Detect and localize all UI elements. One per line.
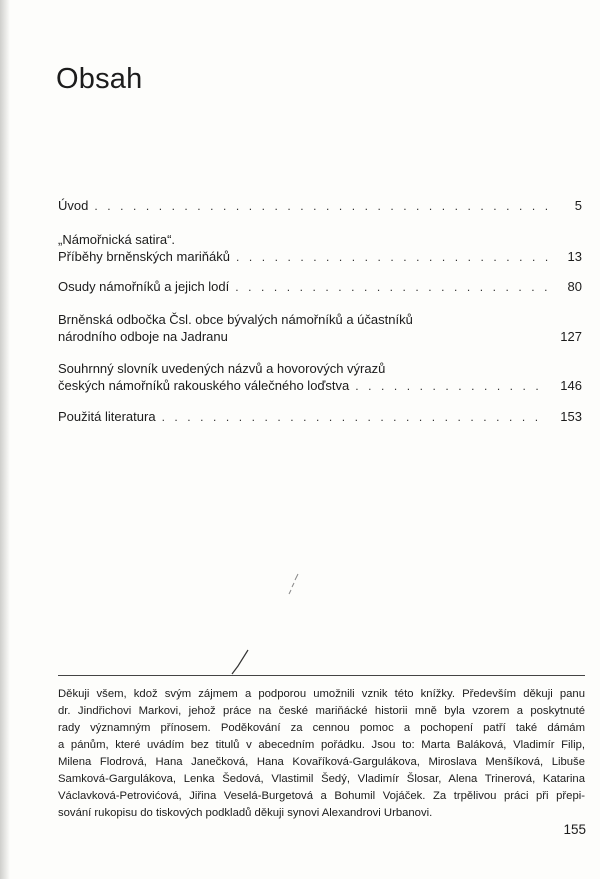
toc-entry[interactable]	[58, 197, 582, 215]
toc-entry[interactable]	[58, 311, 582, 346]
toc-entry-page: 80	[567, 279, 582, 294]
toc-entry-page: 127	[560, 329, 582, 344]
acknowledgement-line: a pánům, které uvádím bez titulů v abecedním pořádku. Jsou to: Marta Baláková, Vladimír Filip,	[58, 739, 585, 751]
acknowledgement-line: sování rukopisu do tiskových podkladů děkuji synovi Alexandrovi Urbanovi.	[58, 807, 433, 819]
leader-dots	[236, 249, 548, 266]
toc-entry-page: 146	[560, 378, 582, 393]
toc-entry-page: 13	[567, 249, 582, 264]
acknowledgement-line: rady významným přínosem. Poděkování za cennou pomoc a pochopení patří také dámám	[58, 722, 585, 734]
toc-entry-title: Příběhy brněnských mariňáků	[58, 249, 230, 264]
acknowledgement-paragraph	[58, 686, 585, 822]
toc-entry-title: Souhrnný slovník uvedených názvů a hovorových výrazů	[58, 361, 386, 376]
acknowledgement-line: dr. Jindřichovi Markovi, jehož práce na české mariňácké historii mně byla vzorem a poskytnuté	[58, 705, 585, 717]
toc-entry[interactable]	[58, 360, 582, 395]
toc-entry[interactable]	[58, 231, 582, 266]
acknowledgement-line: Samková-Gargulákova, Lenka Šedová, Vlastimil Šedý, Vladimír Šlosar, Alena Trinerová, Katarina	[58, 773, 585, 785]
toc-entry-title: českých námořníků rakouského válečného loďstva	[58, 378, 350, 393]
toc-entry-title: Použitá literatura	[58, 409, 156, 424]
toc-entry-title: Brněnská odbočka Čsl. obce bývalých námořníků a účastníků	[58, 312, 413, 327]
toc-entry[interactable]	[58, 408, 582, 426]
page-number: 155	[563, 822, 586, 837]
toc-entry[interactable]	[58, 278, 582, 296]
leader-dots	[94, 198, 548, 215]
leader-dots	[355, 378, 548, 395]
acknowledgement-line: Václavková-Petrovićová, Jiřina Veselá-Burgetová a Bohumil Vojáček. Za trpělivou práci při přepi-	[58, 790, 585, 802]
toc-entry-title: národního odboje na Jadranu	[58, 329, 228, 344]
toc-entry-page: 153	[560, 409, 582, 424]
toc-entry-title: Úvod	[58, 198, 89, 213]
pencil-mark	[286, 572, 302, 596]
leader-dots	[235, 279, 548, 296]
page-title: Obsah	[56, 63, 143, 96]
pencil-mark	[228, 648, 252, 676]
toc-entry-title: „Námořnická satira“.	[58, 232, 176, 247]
divider	[58, 675, 585, 676]
toc-entry-page: 5	[574, 198, 582, 213]
toc-entry-title: Osudy námořníků a jejich lodí	[58, 279, 230, 294]
page-binding-shadow	[0, 0, 10, 879]
leader-dots	[162, 409, 548, 426]
acknowledgement-line: Milena Flodrová, Hana Janečková, Hana Kovaříková-Gargulákova, Miroslava Menšíková, Libuše	[58, 756, 585, 768]
acknowledgement-line: Děkuji všem, kdož svým zájmem a podporou umožnili vznik této knížky. Především děkuji panu	[58, 688, 585, 700]
